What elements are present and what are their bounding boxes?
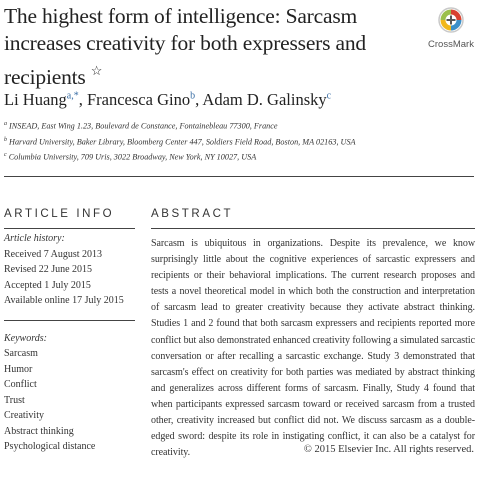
affiliation-marker: c — [4, 152, 7, 159]
section-divider — [4, 176, 474, 177]
abstract-rule — [151, 228, 475, 229]
author-affil-marker[interactable]: c — [326, 90, 332, 102]
crossmark-badge[interactable] — [424, 7, 478, 50]
keywords-rule — [4, 320, 135, 321]
copyright-notice: © 2015 Elsevier Inc. All rights reserved. — [303, 444, 474, 455]
affiliation-marker: b — [4, 136, 7, 143]
keywords-label: Keywords: — [4, 332, 47, 344]
keyword-item: Creativity — [4, 410, 44, 421]
keywords-block — [4, 331, 134, 455]
keyword-item: Humor — [4, 363, 33, 375]
history-label: Article history: — [4, 233, 65, 244]
history-accepted: Accepted 1 July 2015 — [4, 279, 91, 291]
affiliation — [4, 118, 474, 134]
abstract-heading: ABSTRACT — [151, 208, 234, 220]
affiliation-text: INSEAD, East Wing 1.23, Boulevard de Constance, Fontainebleau 77300, France — [9, 121, 278, 131]
article-title-text: The highest form of intelligence: Sarcasm increases creativity for both expressers and recipients — [4, 4, 366, 89]
author-affil-marker[interactable]: b — [190, 90, 196, 102]
history-online: Available online 17 July 2015 — [4, 295, 124, 306]
crossmark-label: CrossMark — [428, 39, 474, 50]
history-received: Received 7 August 2013 — [4, 248, 103, 260]
keyword-item: Sarcasm — [4, 348, 38, 359]
keyword-item: Abstract thinking — [4, 425, 74, 437]
abstract-text: Sarcasm is ubiquitous in organizations. Despite its prevalence, we know surprisingly little about the cognitive experiences of sarcastic expressers and recipients or their behavioral implications. The current research proposes and tests a novel theoretical model in which both the construction and interpretation of sarcasm lead to greater creativity because they activate abstract thinking. Studies 1 and 2 found that both sarcasm expressers and recipients reported more conflict but also demonstrated enhanced creativity following a simulated sarcastic conversation or after recalling a sarcastic exchange. Study 3 demonstrated that sarcasm's effect on creativity for both parties was mediated by abstract thinking and generalizes across different forms of sarcasm. Finally, Study 4 found that when participants expressed sarcasm toward or received sarcasm from a trusted other, creativity increased but conflict did not. We discuss sarcasm as a double-edged sword: despite its role in instigating conflict, it can also be a catalyst for creativity. — [151, 238, 475, 459]
article-info-heading: ARTICLE INFO — [4, 208, 115, 220]
author-name[interactable]: Li Huang — [4, 90, 67, 109]
affiliation-text: Harvard University, Baker Library, Bloomberg Center 447, Soldiers Field Road, Boston, MA 02163, USA — [9, 137, 356, 147]
affiliation-text: Columbia University, 709 Uris, 3022 Broadway, New York, NY 10027, USA — [8, 152, 257, 162]
article-info-panel — [4, 231, 134, 455]
crossmark-icon — [438, 7, 464, 33]
keyword-item: Trust — [4, 394, 25, 406]
author-list: Li Huang$^{a,*}$, Francesca Gino$^b$, Adam D. Galinsky$^c$ — [4, 90, 332, 109]
title-star-mark[interactable]: ☆ — [90, 63, 103, 78]
affiliation — [4, 134, 474, 150]
affiliation — [4, 149, 474, 165]
author-affil-marker[interactable]: a,* — [66, 90, 79, 102]
author-name[interactable]: Adam D. Galinsky — [202, 90, 327, 109]
article-title — [4, 3, 422, 91]
author-name[interactable]: Francesca Gino — [86, 90, 191, 109]
keyword-item: Conflict — [4, 379, 37, 390]
history-revised: Revised 22 June 2015 — [4, 264, 93, 275]
affiliation-marker: a — [4, 121, 7, 127]
keyword-item: Psychological distance — [4, 441, 96, 452]
affiliation-list — [4, 118, 474, 165]
article-info-rule — [4, 228, 135, 229]
